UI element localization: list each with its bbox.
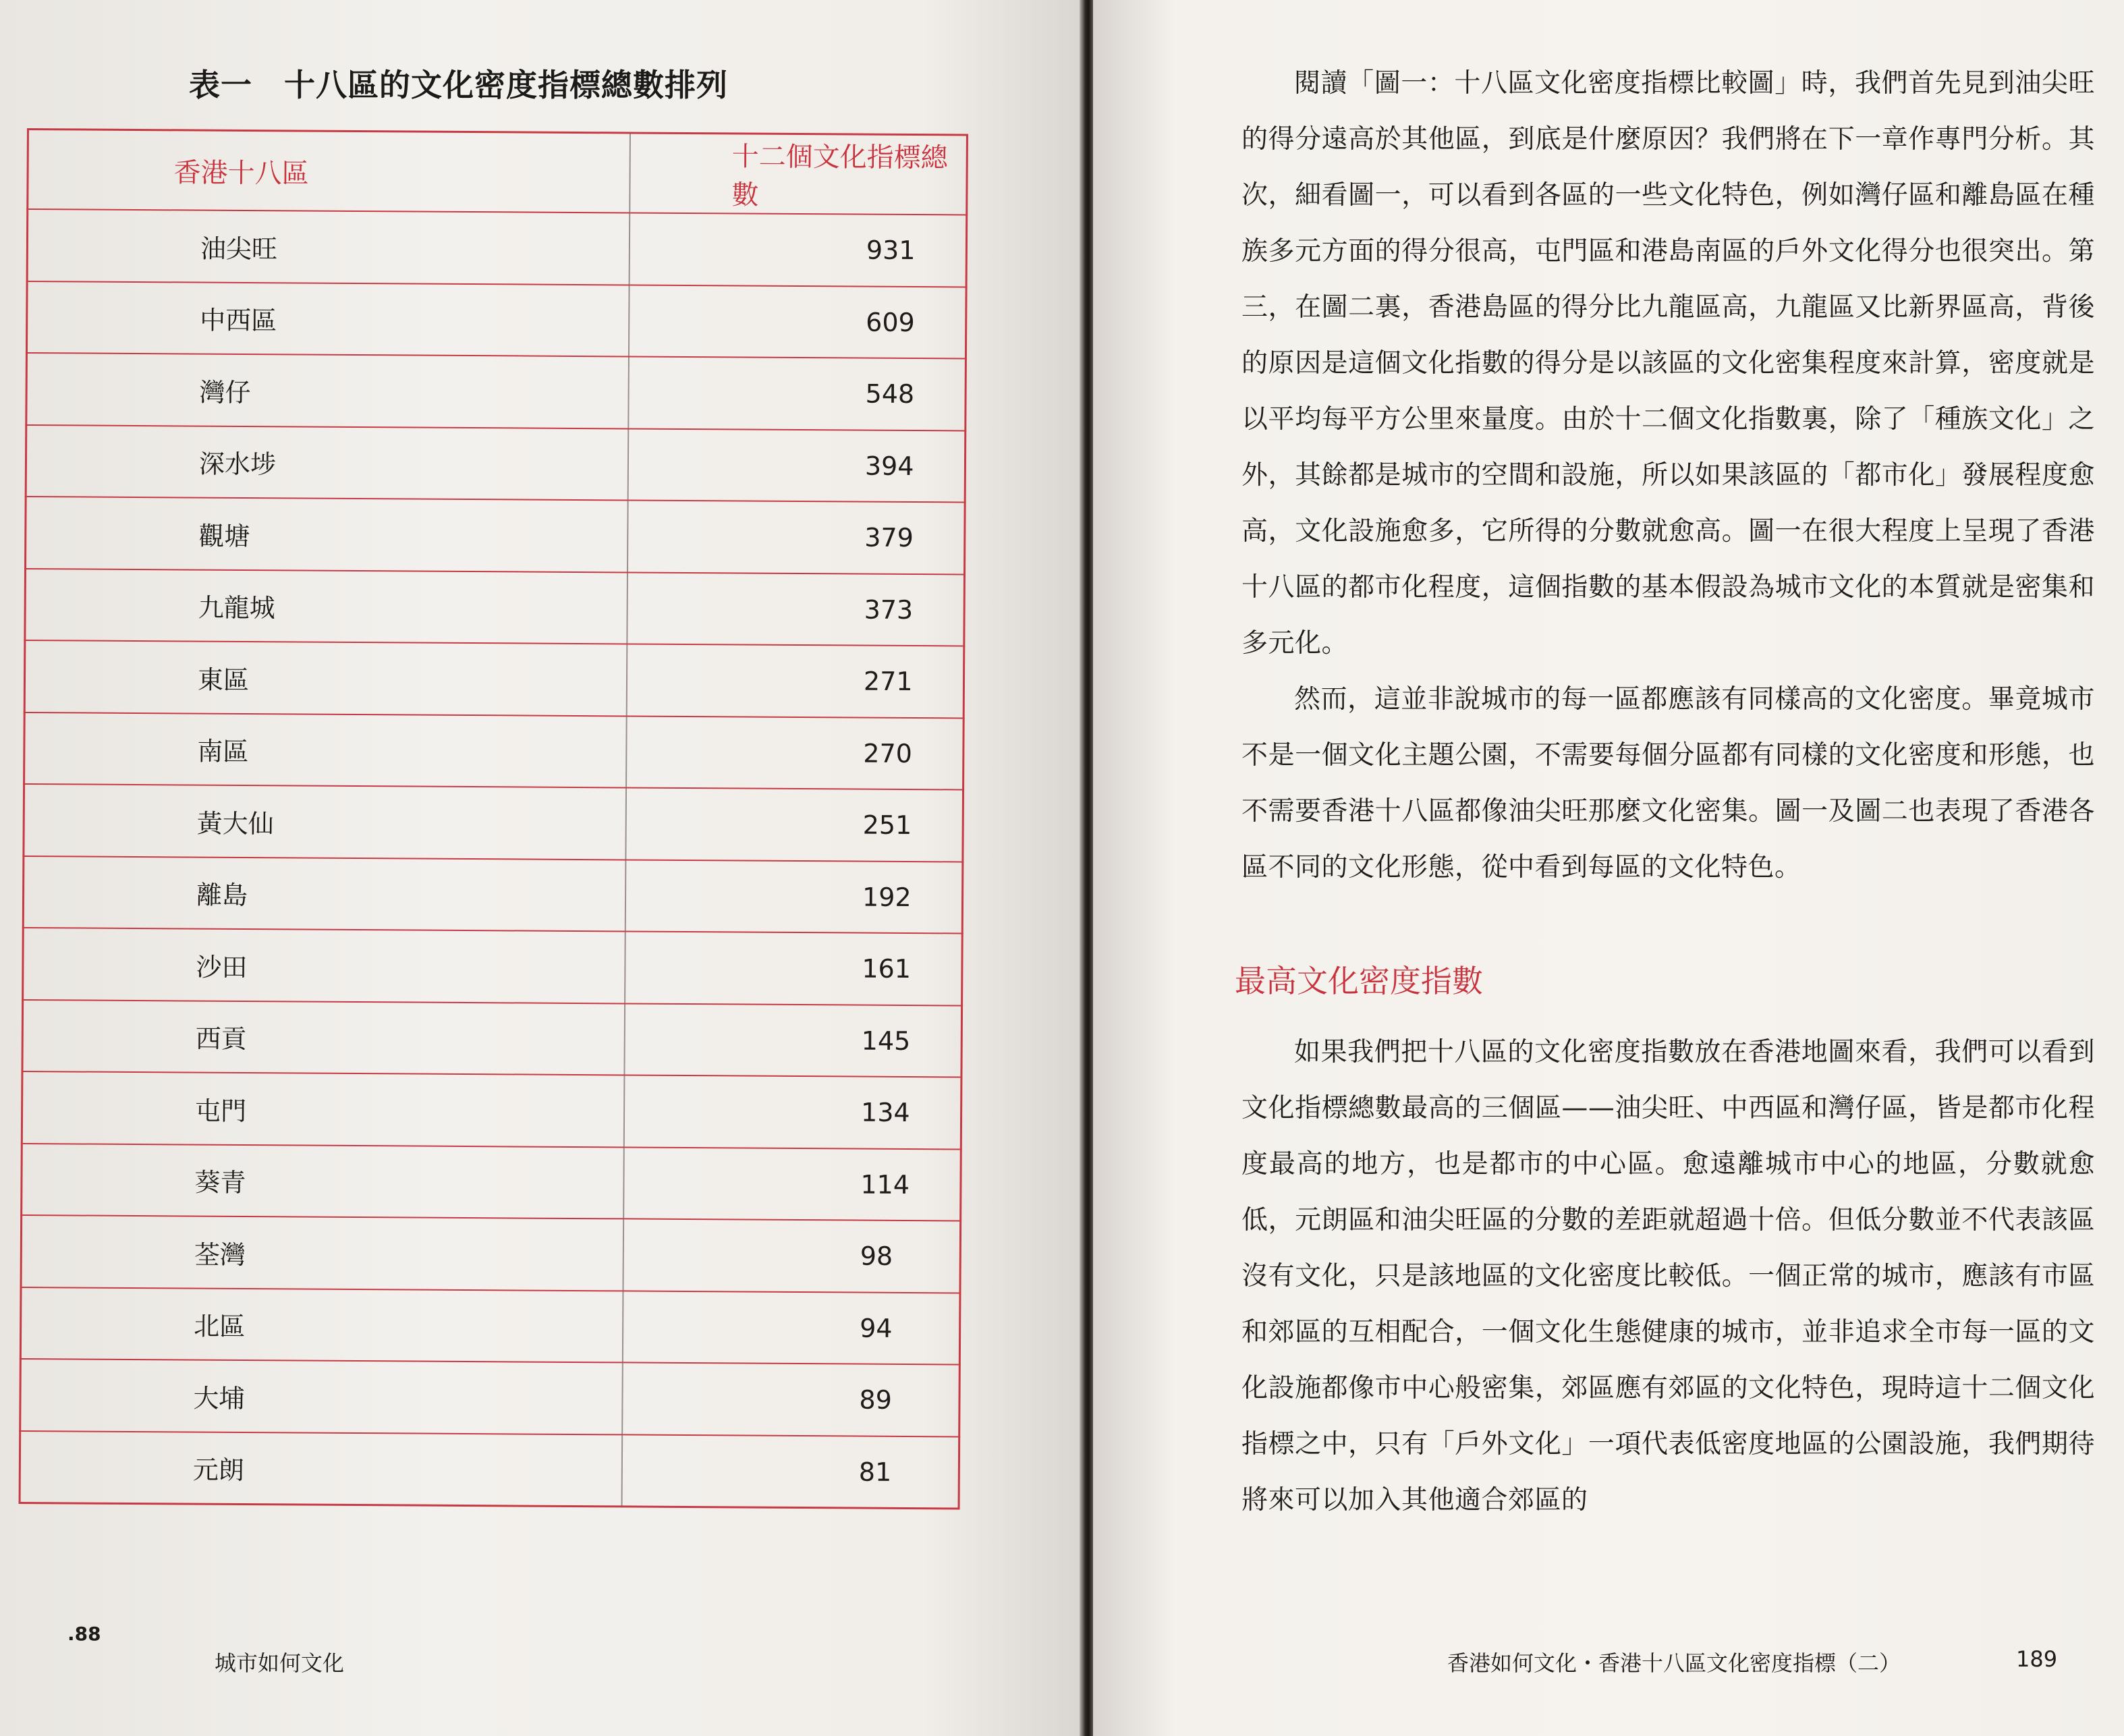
table-header-row <box>28 130 968 215</box>
score-cell: 161 <box>625 931 962 1005</box>
district-cell: 中西區 <box>26 281 629 357</box>
district-cell: 葵青 <box>22 1143 624 1219</box>
table-title: 表一 十八區的文化密度指標總數排列 <box>189 67 728 103</box>
header-district: 香港十八區 <box>28 130 630 213</box>
district-cell: 九龍城 <box>25 568 627 644</box>
score-cell: 379 <box>627 500 965 574</box>
score-cell: 251 <box>625 787 963 862</box>
table-row <box>27 209 967 287</box>
table-row <box>26 281 966 359</box>
table-row <box>24 712 964 789</box>
table-row <box>26 353 966 430</box>
header-score: 十二個文化指標總數 <box>630 133 967 215</box>
score-cell: 145 <box>624 1003 961 1077</box>
table-row <box>22 1071 961 1149</box>
district-cell: 離島 <box>23 856 625 931</box>
section-heading: 最高文化密度指數 <box>1235 963 1483 999</box>
table-row <box>26 425 966 503</box>
score-cell: 931 <box>630 213 967 287</box>
book-spine <box>1080 0 1094 1736</box>
district-score-table <box>19 128 968 1509</box>
score-cell: 114 <box>623 1147 961 1221</box>
body-paragraph: 閱讀「圖一：十八區文化密度指標比較圖」時，我們首先見到油尖旺的得分遠高於其他區，到底是什麼原因？我們將在下一章作專門分析。其次，細看圖一，可以看到各區的一些文化特色，例如灣仔區和離島區在種族多元方面的得分很高，屯門區和港島南區的戶外文化得分也很突出。第三，在圖二裏，香港島區的得分比九龍區高，九龍區又比新界區高，背後的原因是這個文化指數的得分是以該區的文化密集程度來計算，密度就是以平均每平方公里來量度。由於十二個文化指數裏，除了「種族文化」之外，其餘都是城市的空間和設施，所以如果該區的「都市化」發展程度愈高，文化設施愈多，它所得的分數就愈高。圖一在很大程度上呈現了香港十八區的都市化程度，這個指數的基本假設為城市文化的本質就是密集和多元化。 <box>1241 68 2095 659</box>
district-cell: 黃大仙 <box>24 784 626 860</box>
table-row <box>26 497 966 574</box>
table-row <box>22 1143 961 1221</box>
district-cell: 油尖旺 <box>27 209 630 285</box>
district-cell: 沙田 <box>23 928 625 1003</box>
table-row <box>20 1359 960 1436</box>
table-row <box>25 568 965 646</box>
table-row <box>23 856 963 933</box>
body-paragraph: 然而，這並非說城市的每一區都應該有同樣高的文化密度。畢竟城市不是一個文化主題公園，不需要每個分區都有同樣的文化密度和形態，也不需要香港十八區都像油尖旺那麼文化密集。圖一及圖二也表現了香港各區不同的文化形態，從中看到每區的文化特色。 <box>1241 684 2095 883</box>
score-cell: 394 <box>628 428 966 503</box>
body-paragraph: 如果我們把十八區的文化密度指數放在香港地圖來看，我們可以看到文化指標總數最高的三個區——油尖旺、中西區和灣仔區，皆是都市化程度最高的地方，也是都市的中心區。愈遠離城市中心的地區，分數就愈低，元朗區和油尖旺區的分數的差距就超過十倍。但低分數並不代表該區沒有文化，只是該地區的文化密度比較低。一個正常的城市，應該有市區和郊區的互相配合，一個文化生態健康的城市，並非追求全市每一區的文化設施都像市中心般密集，郊區應有郊區的文化特色，現時這十二個文化指標之中，只有「戶外文化」一項代表低密度地區的公園設施，我們期待將來可以加入其他適合郊區的 <box>1241 1037 2095 1515</box>
score-cell: 373 <box>627 572 964 646</box>
table-row <box>22 999 962 1077</box>
table-row <box>23 928 963 1005</box>
body-text-top <box>1241 55 2095 895</box>
score-cell: 94 <box>623 1291 960 1365</box>
score-cell: 81 <box>622 1434 959 1509</box>
table-row <box>20 1430 959 1509</box>
score-cell: 270 <box>626 716 963 790</box>
district-cell: 荃灣 <box>21 1215 623 1291</box>
table-row <box>24 784 963 862</box>
table-row <box>24 640 964 718</box>
district-cell: 屯門 <box>22 1071 624 1147</box>
score-cell: 98 <box>623 1219 960 1293</box>
right-page-number: 189 <box>2016 1646 2058 1672</box>
left-running-footer: 城市如何文化 <box>215 1650 345 1676</box>
district-cell: 南區 <box>24 712 627 787</box>
score-cell: 192 <box>625 860 963 934</box>
district-cell: 灣仔 <box>26 353 629 428</box>
table-row <box>20 1287 960 1364</box>
right-running-footer: 香港如何文化・香港十八區文化密度指標（二） <box>1447 1650 1901 1676</box>
score-cell: 609 <box>629 285 966 359</box>
score-cell: 89 <box>622 1362 959 1436</box>
district-cell: 觀塘 <box>26 497 628 572</box>
left-page-number: .88 <box>67 1623 101 1645</box>
right-page <box>1093 0 2124 1736</box>
district-cell: 深水埗 <box>26 425 628 501</box>
score-cell: 134 <box>624 1075 961 1149</box>
district-cell: 北區 <box>20 1287 623 1362</box>
district-cell: 東區 <box>24 640 627 716</box>
score-cell: 548 <box>628 356 966 430</box>
score-cell: 271 <box>627 644 964 718</box>
district-cell: 大埔 <box>20 1359 623 1434</box>
district-cell: 元朗 <box>20 1430 622 1506</box>
table-row <box>21 1215 961 1293</box>
body-text-bottom <box>1241 1024 2095 1528</box>
district-cell: 西貢 <box>22 999 625 1075</box>
